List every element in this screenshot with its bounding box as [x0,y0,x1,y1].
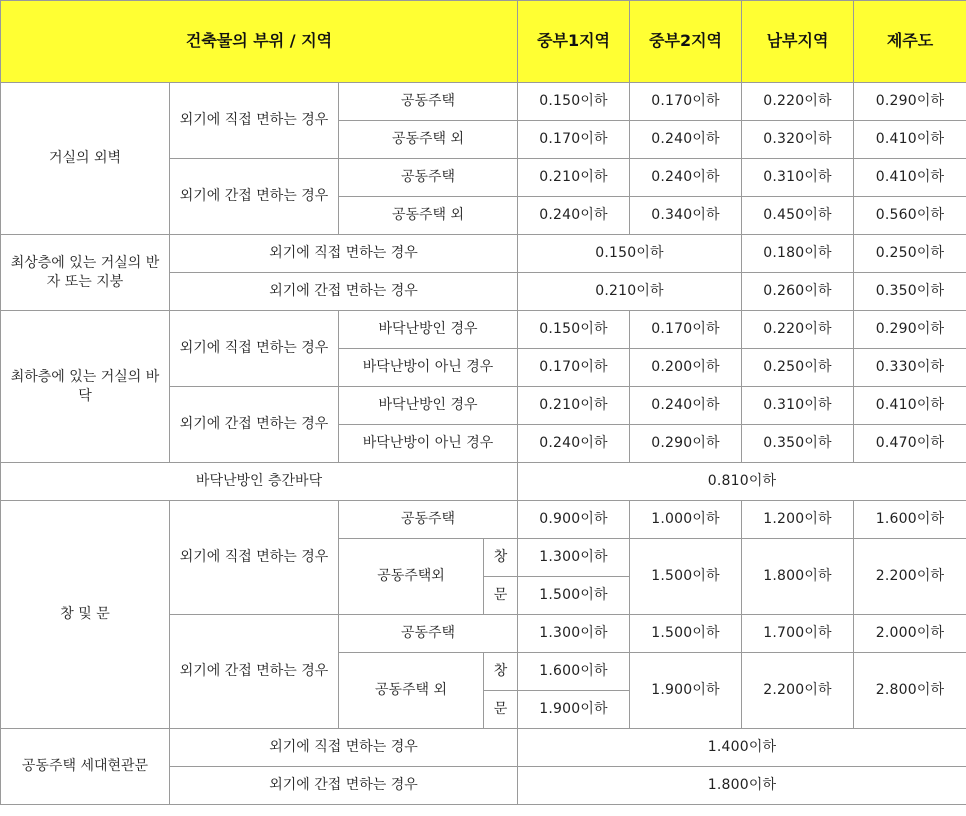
value-cell: 0.210이하 [518,273,742,311]
value-cell: 0.240이하 [630,121,742,159]
window-direct-win-label: 창 [484,539,518,577]
wall-indirect-apt-label: 공동주택 [339,159,518,197]
value-cell: 1.600이하 [518,653,630,691]
value-cell: 0.240이하 [518,197,630,235]
value-cell: 0.150이하 [518,83,630,121]
value-cell: 0.240이하 [630,159,742,197]
header-region-central1: 중부1지역 [518,1,630,83]
value-cell: 0.350이하 [742,425,854,463]
wall-indirect-label: 외기에 간접 면하는 경우 [170,159,339,235]
value-cell: 0.170이하 [630,311,742,349]
value-cell: 0.900이하 [518,501,630,539]
value-cell: 1.800이하 [518,767,966,805]
value-cell: 1.300이하 [518,615,630,653]
value-cell: 1.500이하 [630,615,742,653]
value-cell: 1.300이하 [518,539,630,577]
value-cell: 0.310이하 [742,387,854,425]
window-label: 창 및 문 [1,501,170,729]
table-row [1,463,966,501]
value-cell: 1.800이하 [742,539,854,615]
floor-indirect-heated-label: 바닥난방인 경우 [339,387,518,425]
table-row [1,235,966,273]
value-cell: 0.470이하 [854,425,966,463]
floor-label: 최하층에 있는 거실의 바닥 [1,311,170,463]
floor-direct-heated-label: 바닥난방인 경우 [339,311,518,349]
value-cell: 0.410이하 [854,159,966,197]
window-indirect-nonapt-label: 공동주택 외 [339,653,484,729]
value-cell: 0.250이하 [742,349,854,387]
value-cell: 0.150이하 [518,235,742,273]
value-cell: 0.410이하 [854,387,966,425]
wall-direct-nonapt-label: 공동주택 외 [339,121,518,159]
header-category: 건축물의 부위 / 지역 [1,1,518,83]
value-cell: 2.200이하 [854,539,966,615]
value-cell: 1.500이하 [518,577,630,615]
wall-direct-label: 외기에 직접 면하는 경우 [170,83,339,159]
value-cell: 0.240이하 [630,387,742,425]
table-row [1,729,966,767]
header-region-central2: 중부2지역 [630,1,742,83]
window-indirect-door-label: 문 [484,691,518,729]
floor-indirect-label: 외기에 간접 면하는 경우 [170,387,339,463]
table-row [1,501,966,539]
value-cell: 2.800이하 [854,653,966,729]
value-cell: 0.220이하 [742,83,854,121]
floor-indirect-unheated-label: 바닥난방이 아닌 경우 [339,425,518,463]
value-cell: 0.320이하 [742,121,854,159]
roof-direct-label: 외기에 직접 면하는 경우 [170,235,518,273]
value-cell: 0.170이하 [518,349,630,387]
roof-indirect-label: 외기에 간접 면하는 경우 [170,273,518,311]
window-indirect-win-label: 창 [484,653,518,691]
value-cell: 0.350이하 [854,273,966,311]
value-cell: 0.310이하 [742,159,854,197]
value-cell: 1.900이하 [630,653,742,729]
value-cell: 0.170이하 [630,83,742,121]
table-row [1,83,966,121]
value-cell: 0.560이하 [854,197,966,235]
entrance-label: 공동주택 세대현관문 [1,729,170,805]
value-cell: 1.900이하 [518,691,630,729]
value-cell: 0.340이하 [630,197,742,235]
value-cell: 0.210이하 [518,387,630,425]
header-region-jeju: 제주도 [854,1,966,83]
value-cell: 0.170이하 [518,121,630,159]
value-cell: 2.000이하 [854,615,966,653]
value-cell: 1.400이하 [518,729,966,767]
wall-label: 거실의 외벽 [1,83,170,235]
value-cell: 0.210이하 [518,159,630,197]
value-cell: 0.150이하 [518,311,630,349]
value-cell: 1.600이하 [854,501,966,539]
value-cell: 0.260이하 [742,273,854,311]
value-cell: 0.250이하 [854,235,966,273]
wall-direct-apt-label: 공동주택 [339,83,518,121]
window-direct-nonapt-label: 공동주택외 [339,539,484,615]
header-region-south: 남부지역 [742,1,854,83]
interfloor-label: 바닥난방인 층간바닥 [1,463,518,501]
window-direct-apt-label: 공동주택 [339,501,518,539]
value-cell: 0.220이하 [742,311,854,349]
window-indirect-apt-label: 공동주택 [339,615,518,653]
value-cell: 1.200이하 [742,501,854,539]
value-cell: 0.410이하 [854,121,966,159]
value-cell: 2.200이하 [742,653,854,729]
value-cell: 1.500이하 [630,539,742,615]
value-cell: 0.200이하 [630,349,742,387]
wall-indirect-nonapt-label: 공동주택 외 [339,197,518,235]
value-cell: 1.000이하 [630,501,742,539]
value-cell: 0.330이하 [854,349,966,387]
value-cell: 1.700이하 [742,615,854,653]
entrance-indirect-label: 외기에 간접 면하는 경우 [170,767,518,805]
value-cell: 0.290이하 [854,311,966,349]
window-indirect-label: 외기에 간접 면하는 경우 [170,615,339,729]
floor-direct-label: 외기에 직접 면하는 경우 [170,311,339,387]
window-direct-door-label: 문 [484,577,518,615]
value-cell: 0.810이하 [518,463,966,501]
roof-label: 최상층에 있는 거실의 반자 또는 지붕 [1,235,170,311]
value-cell: 0.450이하 [742,197,854,235]
value-cell: 0.290이하 [630,425,742,463]
entrance-direct-label: 외기에 직접 면하는 경우 [170,729,518,767]
window-direct-label: 외기에 직접 면하는 경우 [170,501,339,615]
value-cell: 0.180이하 [742,235,854,273]
header-row [1,1,966,83]
floor-direct-unheated-label: 바닥난방이 아닌 경우 [339,349,518,387]
value-cell: 0.290이하 [854,83,966,121]
table-row [1,311,966,349]
value-cell: 0.240이하 [518,425,630,463]
